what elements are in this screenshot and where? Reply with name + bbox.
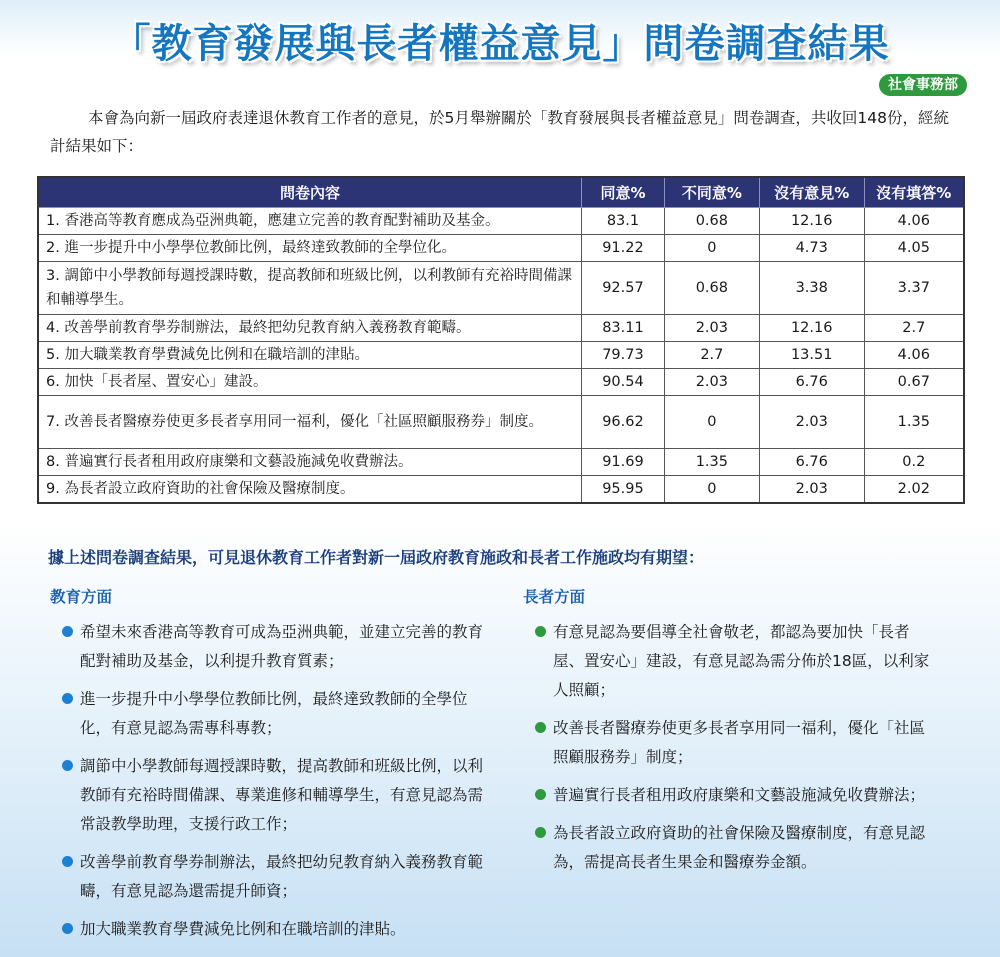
disagree-cell: 0 — [664, 476, 759, 504]
col-header-disagree: 不同意% — [664, 177, 759, 208]
no-opinion-cell: 12.16 — [759, 315, 864, 342]
question-cell: 8. 普遍實行長者租用政府康樂和文藝設施減免收費辦法。 — [38, 449, 582, 476]
table-row — [38, 235, 964, 262]
no-opinion-cell: 6.76 — [759, 369, 864, 396]
no-answer-cell: 3.37 — [864, 262, 964, 315]
disagree-cell: 2.03 — [664, 369, 759, 396]
bullet-dot-icon — [535, 827, 546, 838]
bullet-dot-icon — [535, 722, 546, 733]
question-cell: 3. 調節中小學教師每週授課時數，提高教師和班級比例，以利教師有充裕時間備課和輔導學生。 — [38, 262, 582, 315]
col-header-no-opinion: 沒有意見% — [759, 177, 864, 208]
disagree-cell: 1.35 — [664, 449, 759, 476]
department-badge: 社會事務部 — [879, 74, 967, 96]
bullet-dot-icon — [62, 856, 73, 867]
no-answer-cell: 2.7 — [864, 315, 964, 342]
agree-cell: 91.69 — [582, 449, 665, 476]
list-item — [62, 685, 494, 743]
list-item-text: 改善長者醫療券使更多長者享用同一福利，優化「社區照顧服務券」制度； — [553, 719, 926, 766]
list-item-text: 為長者設立政府資助的社會保險及醫療制度，有意見認為，需提高長者生果金和醫療券金額。 — [553, 824, 926, 871]
col-header-question: 問卷內容 — [38, 177, 582, 208]
list-item-text: 加大職業教育學費減免比例和在職培訓的津貼。 — [80, 920, 406, 938]
no-opinion-cell: 12.16 — [759, 208, 864, 235]
list-item — [62, 915, 494, 944]
list-item-text: 希望未來香港高等教育可成為亞洲典範，並建立完善的教育配對補助及基金，以利提升教育質素； — [80, 623, 484, 670]
table-row — [38, 262, 964, 315]
table-row — [38, 208, 964, 235]
list-item — [62, 848, 494, 906]
elderly-list — [535, 618, 940, 886]
question-cell: 5. 加大職業教育學費減免比例和在職培訓的津貼。 — [38, 342, 582, 369]
agree-cell: 91.22 — [582, 235, 665, 262]
agree-cell: 90.54 — [582, 369, 665, 396]
list-item — [535, 618, 940, 705]
page-title: 「教育發展與長者權益意見」問卷調查結果 — [110, 21, 890, 67]
question-cell: 7. 改善長者醫療券使更多長者享用同一福利，優化「社區照顧服務券」制度。 — [38, 396, 582, 449]
disagree-cell: 0.68 — [664, 262, 759, 315]
bullet-dot-icon — [62, 760, 73, 771]
no-opinion-cell: 2.03 — [759, 396, 864, 449]
bullet-dot-icon — [535, 626, 546, 637]
no-opinion-cell: 13.51 — [759, 342, 864, 369]
no-answer-cell: 1.35 — [864, 396, 964, 449]
no-opinion-cell: 2.03 — [759, 476, 864, 504]
no-answer-cell: 0.2 — [864, 449, 964, 476]
list-item-text: 有意見認為要倡導全社會敬老，都認為要加快「長者屋、置安心」建設，有意見認為需分佈於18區，以利家人照顧； — [553, 623, 930, 699]
list-item-text: 普遍實行長者租用政府康樂和文藝設施減免收費辦法； — [553, 786, 926, 804]
question-cell: 9. 為長者設立政府資助的社會保險及醫療制度。 — [38, 476, 582, 504]
table-header-row — [38, 177, 964, 208]
bullet-dot-icon — [535, 789, 546, 800]
agree-cell: 96.62 — [582, 396, 665, 449]
list-item-text: 改善學前教育學券制辦法，最終把幼兒教育納入義務教育範疇，有意見認為還需提升師資； — [80, 853, 484, 900]
agree-cell: 83.1 — [582, 208, 665, 235]
disagree-cell: 0.68 — [664, 208, 759, 235]
table-row — [38, 396, 964, 449]
table-row — [38, 369, 964, 396]
conclusion-heading: 據上述問卷調查結果，可見退休教育工作者對新一屆政府教育施政和長者工作施政均有期望： — [48, 548, 705, 567]
list-item-text: 進一步提升中小學學位教師比例，最終達致教師的全學位化，有意見認為需專科專教； — [80, 690, 468, 737]
no-opinion-cell: 3.38 — [759, 262, 864, 315]
col-header-agree: 同意% — [582, 177, 665, 208]
list-item — [62, 618, 494, 676]
survey-results-table — [37, 176, 965, 504]
no-answer-cell: 2.02 — [864, 476, 964, 504]
no-answer-cell: 4.05 — [864, 235, 964, 262]
col-header-no-answer: 沒有填答% — [864, 177, 964, 208]
question-cell: 6. 加快「長者屋、置安心」建設。 — [38, 369, 582, 396]
agree-cell: 95.95 — [582, 476, 665, 504]
education-section-title: 教育方面 — [50, 588, 113, 606]
elderly-section-title: 長者方面 — [523, 588, 586, 606]
list-item — [535, 819, 940, 877]
table-row — [38, 476, 964, 504]
table-row — [38, 449, 964, 476]
table-row — [38, 315, 964, 342]
no-opinion-cell: 6.76 — [759, 449, 864, 476]
bullet-dot-icon — [62, 923, 73, 934]
list-item — [62, 752, 494, 839]
disagree-cell: 2.7 — [664, 342, 759, 369]
disagree-cell: 0 — [664, 235, 759, 262]
bullet-dot-icon — [62, 693, 73, 704]
education-list — [62, 618, 494, 953]
question-cell: 2. 進一步提升中小學學位教師比例，最終達致教師的全學位化。 — [38, 235, 582, 262]
bullet-dot-icon — [62, 626, 73, 637]
table-row — [38, 342, 964, 369]
agree-cell: 83.11 — [582, 315, 665, 342]
question-cell: 1. 香港高等教育應成為亞洲典範，應建立完善的教育配對補助及基金。 — [38, 208, 582, 235]
question-cell: 4. 改善學前教育學券制辦法，最終把幼兒教育納入義務教育範疇。 — [38, 315, 582, 342]
list-item-text: 調節中小學教師每週授課時數，提高教師和班級比例，以利教師有充裕時間備課、專業進修和輔導學生，有意見認為需常設教學助理，支援行政工作； — [80, 757, 484, 833]
no-answer-cell: 0.67 — [864, 369, 964, 396]
disagree-cell: 0 — [664, 396, 759, 449]
no-answer-cell: 4.06 — [864, 208, 964, 235]
agree-cell: 92.57 — [582, 262, 665, 315]
disagree-cell: 2.03 — [664, 315, 759, 342]
no-answer-cell: 4.06 — [864, 342, 964, 369]
agree-cell: 79.73 — [582, 342, 665, 369]
no-opinion-cell: 4.73 — [759, 235, 864, 262]
list-item — [535, 781, 940, 810]
list-item — [535, 714, 940, 772]
intro-paragraph: 本會為向新一屆政府表達退休教育工作者的意見，於5月舉辦關於「教育發展與長者權益意見」問卷調查，共收回148份，經統計結果如下： — [50, 109, 949, 155]
